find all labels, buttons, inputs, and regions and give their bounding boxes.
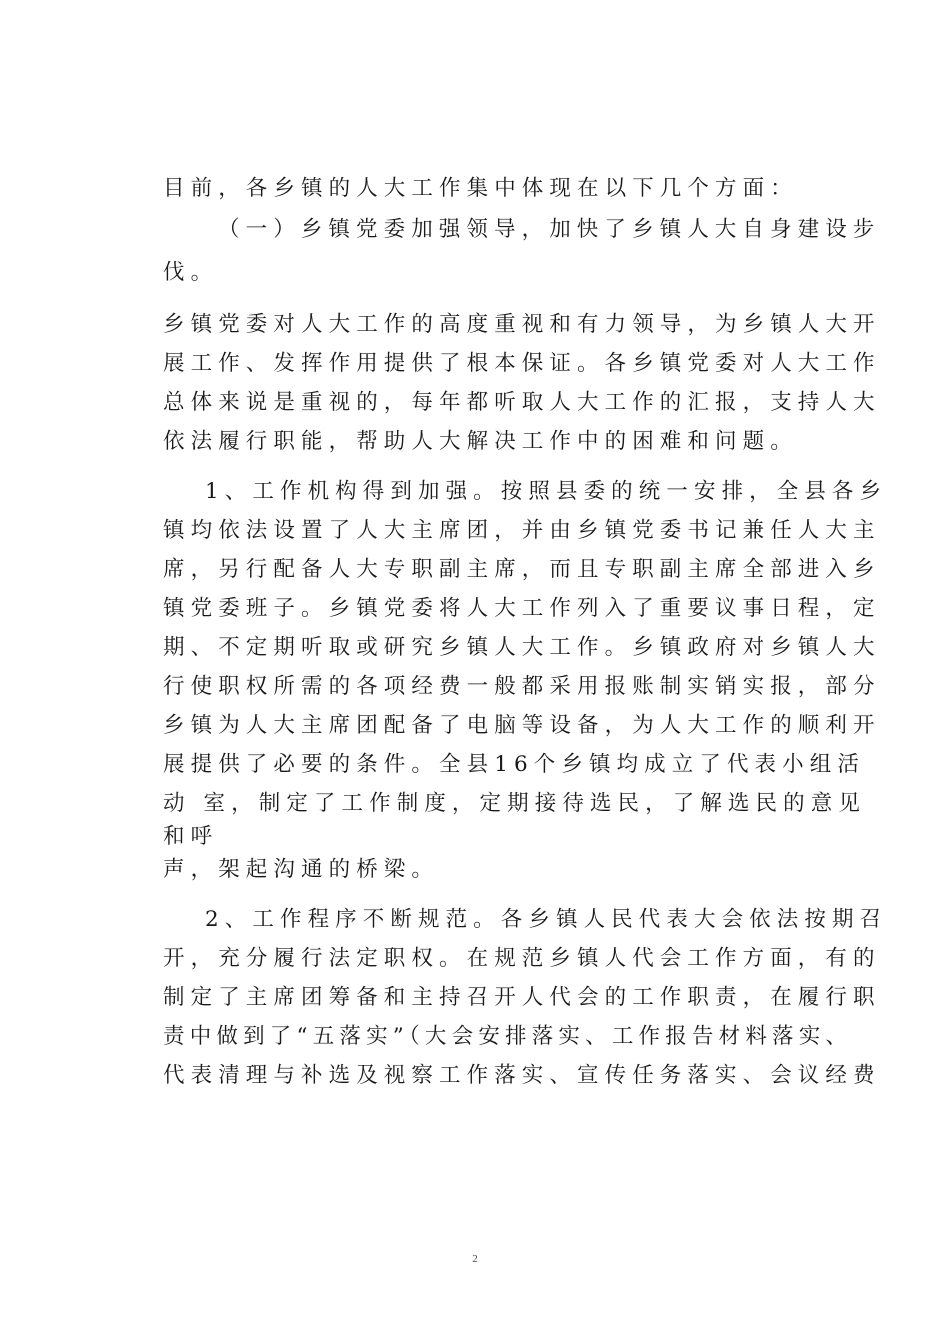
text-line: 总体来说是重视的，每年都听取人大工作的汇报，支持人大 (163, 390, 881, 415)
text-line: 和呼 (163, 824, 219, 849)
text-line: 镇均依法设置了人大主席团，并由乡镇党委书记兼任人大主 (163, 518, 881, 543)
page-number: 2 (472, 1253, 478, 1265)
numbered-item-heading: 2、工作程序不断规范。各乡镇人民代表大会依法按期召 (205, 907, 888, 932)
text-line: 展提供了必要的条件。全县16个乡镇均成立了代表小组活 (163, 752, 865, 777)
text-line: 期、不定期听取或研究乡镇人大工作。乡镇政府对乡镇人大 (163, 635, 881, 660)
text-line: 依法履行职能，帮助人大解决工作中的困难和问题。 (163, 429, 798, 454)
text-line: 声，架起沟通的桥梁。 (163, 857, 440, 882)
text-line: 展工作、发挥作用提供了根本保证。各乡镇党委对人大工作 (163, 351, 881, 376)
text-line: 行使职权所需的各项经费一般都采用报账制实销实报，部分 (163, 674, 881, 699)
text-line: 乡镇为人大主席团配备了电脑等设备，为人大工作的顺利开 (163, 713, 881, 738)
text-line: 乡镇党委对人大工作的高度重视和有力领导，为乡镇人大开 (163, 312, 881, 337)
numbered-item-heading: 1、工作机构得到加强。按照县委的统一安排，全县各乡 (205, 479, 888, 504)
section-heading: （一）乡镇党委加强领导，加快了乡镇人大自身建设步 (218, 217, 881, 242)
text-line: 开，充分履行法定职权。在规范乡镇人代会工作方面，有的 (163, 946, 881, 971)
text-line: 席，另行配备人大专职副主席，而且专职副主席全部进入乡 (163, 557, 881, 582)
text-line: 动 室，制定了工作制度，定期接待选民，了解选民的意见 (163, 791, 866, 816)
text-line: 伐。 (163, 260, 219, 285)
text-line: 责中做到了“五落实”（大会安排落实、工作报告材料落实、 (163, 1024, 853, 1049)
text-line: 代表清理与补选及视察工作落实、宣传任务落实、会议经费 (163, 1063, 881, 1088)
text-line: 目前，各乡镇的人大工作集中体现在以下几个方面： (163, 176, 798, 201)
text-line: 镇党委班子。乡镇党委将人大工作列入了重要议事日程，定 (163, 596, 881, 621)
text-line: 制定了主席团筹备和主持召开人代会的工作职责，在履行职 (163, 985, 881, 1010)
